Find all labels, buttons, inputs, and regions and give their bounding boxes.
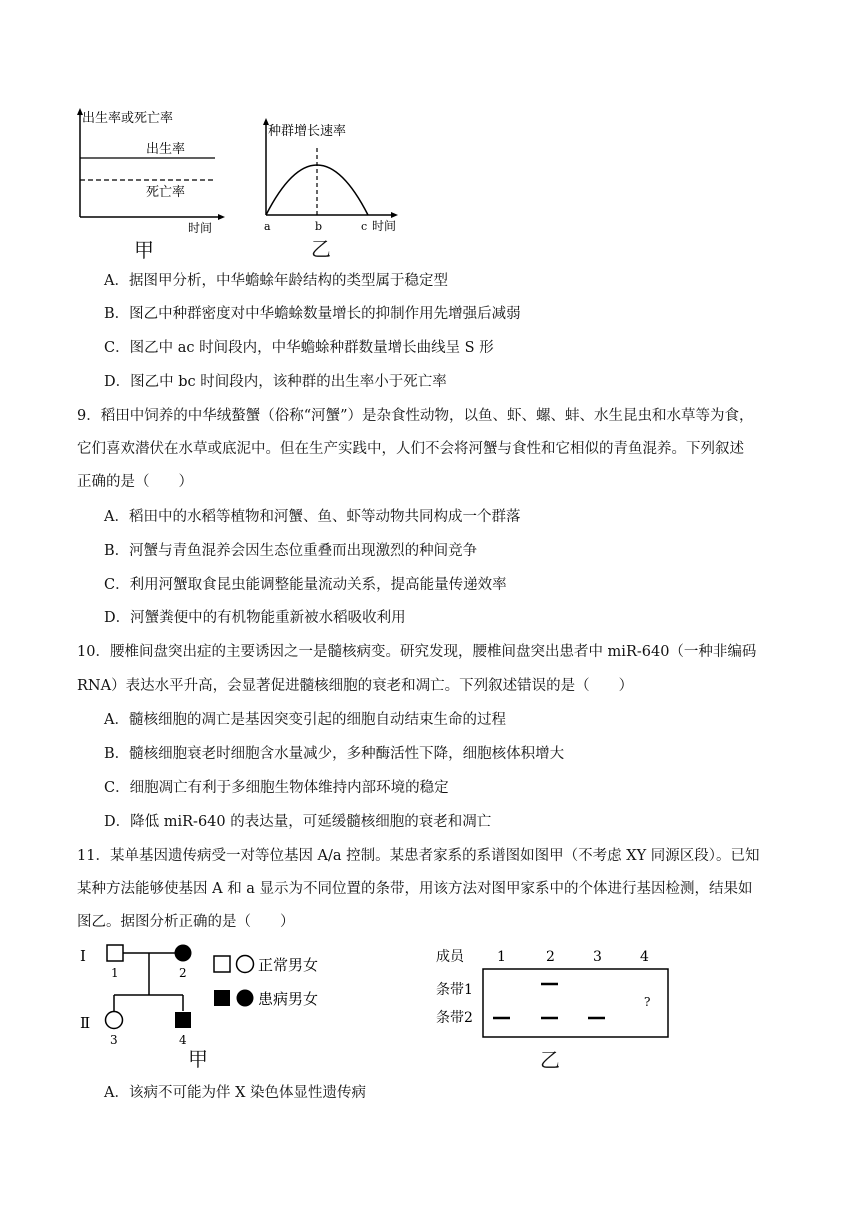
q9-option-b: B．河蟹与青鱼混养会因生态位重叠而出现激烈的种间竞争 xyxy=(104,543,478,559)
legend-affected-label: 患病男女 xyxy=(258,990,319,1008)
death-rate-label: 死亡率 xyxy=(146,185,186,200)
q8-option-d: D．图乙中 bc 时间段内，该种群的出生率小于死亡率 xyxy=(104,374,447,390)
individual-ii3-female-normal xyxy=(106,1012,123,1029)
q10-stem-line2: RNA）表达水平升高，会显著促进髓核细胞的衰老和凋亡。下列叙述错误的是（ ） xyxy=(77,678,634,694)
q11-stem-line1: 11．某单基因遗传病受一对等位基因 A/a 控制。某患者家系的系谱图如图甲（不考虑 XY 同源区段）。已知 xyxy=(77,848,760,864)
individual-i1-male-normal xyxy=(107,945,123,961)
generation-ii-label: Ⅱ xyxy=(80,1014,91,1032)
q9-stem-line2: 它们喜欢潜伏在水草或底泥中。但在生产实践中，人们不会将河蟹与食性和它相似的青鱼混养。下列叙述 xyxy=(77,441,744,457)
gel-col-1: 1 xyxy=(497,949,506,965)
pedigree-chart xyxy=(70,935,370,1065)
legend-normal-label: 正常男女 xyxy=(258,956,319,974)
individual-i2-number: 2 xyxy=(179,966,187,980)
q11-stem-line3: 图乙。据图分析正确的是（ ） xyxy=(77,914,295,930)
generation-i-label: Ⅰ xyxy=(80,947,86,965)
fig-jia-graph xyxy=(70,105,230,235)
q10-option-c: C．细胞凋亡有利于多细胞生物体维持内部环境的稳定 xyxy=(104,780,449,796)
individual-ii3-number: 3 xyxy=(110,1033,118,1047)
q9-option-a: A．稻田中的水稻等植物和河蟹、鱼、虾等动物共同构成一个群落 xyxy=(104,509,521,525)
q9-stem-line1: 9．稻田中饲养的中华绒螯蟹（俗称“河蟹”）是杂食性动物，以鱼、虾、螺、蚌、水生昆虫和水草等为食， xyxy=(77,408,754,424)
q8-option-a: A．据图甲分析，中华蟾蜍年龄结构的类型属于稳定型 xyxy=(104,273,448,289)
gel-col-4: 4 xyxy=(640,949,649,965)
q11-option-a: A．该病不可能为伴 X 染色体显性遗传病 xyxy=(104,1085,367,1101)
gel-unknown-mark: ? xyxy=(644,995,651,1009)
q10-stem-line1: 10．腰椎间盘突出症的主要诱因之一是髓核病变。研究发现，腰椎间盘突出患者中 miR-640（一种非编码 xyxy=(77,644,757,660)
individual-i1-number: 1 xyxy=(111,966,119,980)
q8-option-b: B．图乙中种群密度对中华蟾蜍数量增长的抑制作用先增强后减弱 xyxy=(104,306,521,322)
q10-option-a: A．髓核细胞的凋亡是基因突变引起的细胞自动结束生命的过程 xyxy=(104,712,506,728)
gel-row-1-label: 条带1 xyxy=(436,982,473,998)
jia-ylabel: 出生率或死亡率 xyxy=(82,111,174,126)
gel-band-chart xyxy=(430,942,680,1042)
q10-option-d: D．降低 miR-640 的表达量，可延缓髓核细胞的衰老和凋亡 xyxy=(104,814,492,830)
q9-option-c: C．利用河蟹取食昆虫能调整能量流动关系，提高能量传递效率 xyxy=(104,577,507,593)
yi-caption: 乙 xyxy=(311,237,331,261)
legend-male-affected-icon xyxy=(214,990,230,1006)
pedigree-caption: 甲 xyxy=(188,1047,208,1071)
individual-ii4-number: 4 xyxy=(179,1033,187,1047)
yi-tick-a: a xyxy=(264,220,271,233)
gel-row-2-label: 条带2 xyxy=(436,1010,473,1026)
yi-ylabel: 种群增长速率 xyxy=(268,124,347,139)
gel-col-3: 3 xyxy=(593,949,602,965)
individual-i2-female-affected xyxy=(175,945,192,962)
fig-yi-graph xyxy=(255,118,405,236)
gel-col-2: 2 xyxy=(546,949,555,965)
q9-option-d: D．河蟹粪便中的有机物能重新被水稻吸收利用 xyxy=(104,610,406,626)
yi-tick-c: c xyxy=(361,220,368,233)
q9-stem-line3: 正确的是（ ） xyxy=(77,474,193,490)
yi-xlabel: 时间 xyxy=(372,219,397,233)
individual-ii4-male-affected xyxy=(175,1012,191,1028)
legend-female-normal-icon xyxy=(237,956,254,973)
q8-option-c: C．图乙中 ac 时间段内，中华蟾蜍种群数量增长曲线呈 S 形 xyxy=(104,340,494,356)
yi-tick-b: b xyxy=(315,220,323,233)
legend-male-normal-icon xyxy=(214,956,230,972)
gel-header-label: 成员 xyxy=(436,949,464,965)
q11-stem-line2: 某种方法能够使基因 A 和 a 显示为不同位置的条带，用该方法对图甲家系中的个体进行基因检测，结果如 xyxy=(77,881,753,897)
jia-xlabel: 时间 xyxy=(188,221,213,235)
birth-rate-label: 出生率 xyxy=(146,142,186,157)
gel-caption: 乙 xyxy=(540,1048,560,1072)
jia-caption: 甲 xyxy=(134,238,154,262)
legend-female-affected-icon xyxy=(237,990,254,1007)
q10-option-b: B．髓核细胞衰老时细胞含水量减少，多种酶活性下降，细胞核体积增大 xyxy=(104,746,565,762)
